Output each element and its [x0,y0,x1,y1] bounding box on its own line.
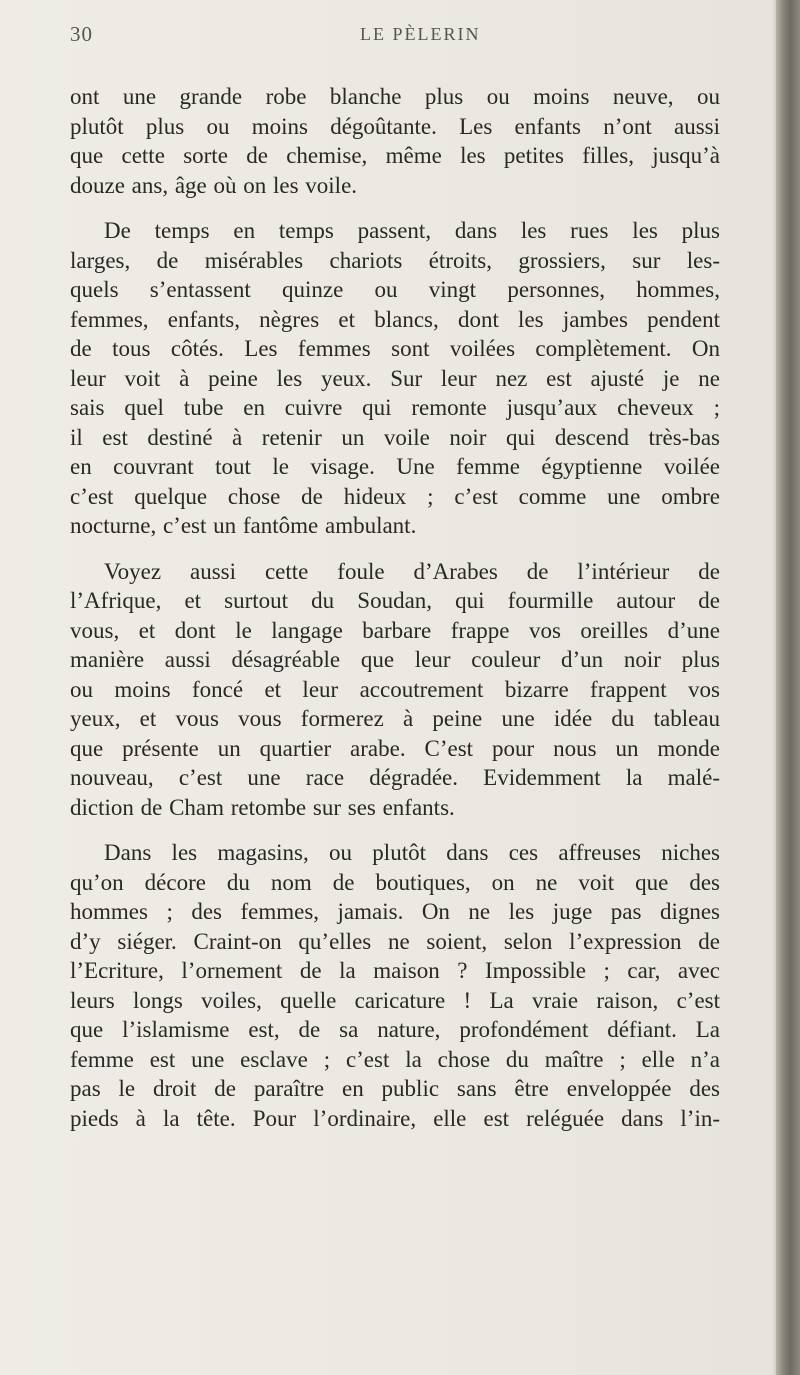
text-line: vous, et dont le langage barbare frappe vos oreilles d’une [70,617,720,643]
text-line: nouveau, c’est une race dégradée. Evidemment la malé- [70,765,720,790]
text-line: De temps en temps passent, dans les rues les plus [104,218,720,243]
text-line: ou moins foncé et leur accoutrement bizarre frappent vos [70,676,720,702]
text-line: nocturne, c’est un fantôme ambulant. [70,513,417,538]
text-line: de tous côtés. Les femmes sont voilées complètement. On [70,336,720,361]
text-line: ont une grande robe blanche plus ou moins neuve, ou [70,84,720,109]
text-line: larges, de misérables chariots étroits, grossiers, sur les- [70,247,720,273]
text-line: Dans les magasins, ou plutôt dans ces affreuses niches [104,840,720,865]
text-line: l’Afrique, et surtout du Soudan, qui fourmille autour de [70,588,720,613]
text-line: en couvrant tout le visage. Une femme égyptienne voilée [70,454,720,479]
text-line: il est destiné à retenir un voile noir qui descend très-bas [70,424,720,450]
text-line: pieds à la tête. Pour l’ordinaire, elle est reléguée dans l’in- [70,1105,720,1131]
text-line: c’est quelque chose de hideux ; c’est comme une ombre [70,483,720,509]
text-line: pas le droit de paraître en public sans être enveloppée des [70,1076,720,1101]
text-line: qu’on décore du nom de boutiques, on ne voit que des [70,869,720,895]
text-line: femme est une esclave ; c’est la chose du maître ; elle n’a [70,1046,720,1072]
text-line: leurs longs voiles, quelle caricature ! La vraie raison, c’est [70,987,720,1013]
text-line: leur voit à peine les yeux. Sur leur nez est ajusté je ne [70,365,720,391]
text-line: hommes ; des femmes, jamais. On ne les juge pas dignes [70,899,720,924]
book-binding-edge [776,0,800,1375]
text-line: diction de Cham retombe sur ses enfants. [70,794,455,820]
page-number: 30 [70,22,93,46]
paragraph-1 [70,82,720,200]
text-line: que présente un quartier arabe. C’est pour nous un monde [70,735,720,761]
text-line: yeux, et vous vous formerez à peine une idée du tableau [70,706,720,731]
body-text [70,82,720,1149]
text-line: sais quel tube en cuivre qui remonte jusqu’aux cheveux ; [70,395,720,420]
text-line: plutôt plus ou moins dégoûtante. Les enfants n’ont aussi [70,113,720,139]
text-line: manière aussi désagréable que leur couleur d’un noir plus [70,647,720,672]
paragraph-3 [70,557,720,823]
text-line: que cette sorte de chemise, même les petites filles, jusqu’à [70,143,720,168]
text-line: Voyez aussi cette foule d’Arabes de l’intérieur de [104,558,720,584]
text-line: quels s’entassent quinze ou vingt personnes, hommes, [70,277,720,302]
text-line: femmes, enfants, nègres et blancs, dont les jambes pendent [70,306,720,332]
text-line: d’y siéger. Craint-on qu’elles ne soient, selon l’expression de [70,928,720,954]
running-head: LE PÈLERIN [360,24,481,44]
page-header [70,22,720,56]
text-line: douze ans, âge où on les voile. [70,172,358,198]
paragraph-4 [70,838,720,1133]
text-line: l’Ecriture, l’ornement de la maison ? Impossible ; car, avec [70,958,720,983]
paragraph-2 [70,216,720,541]
text-line: que l’islamisme est, de sa nature, profondément défiant. La [70,1017,720,1042]
